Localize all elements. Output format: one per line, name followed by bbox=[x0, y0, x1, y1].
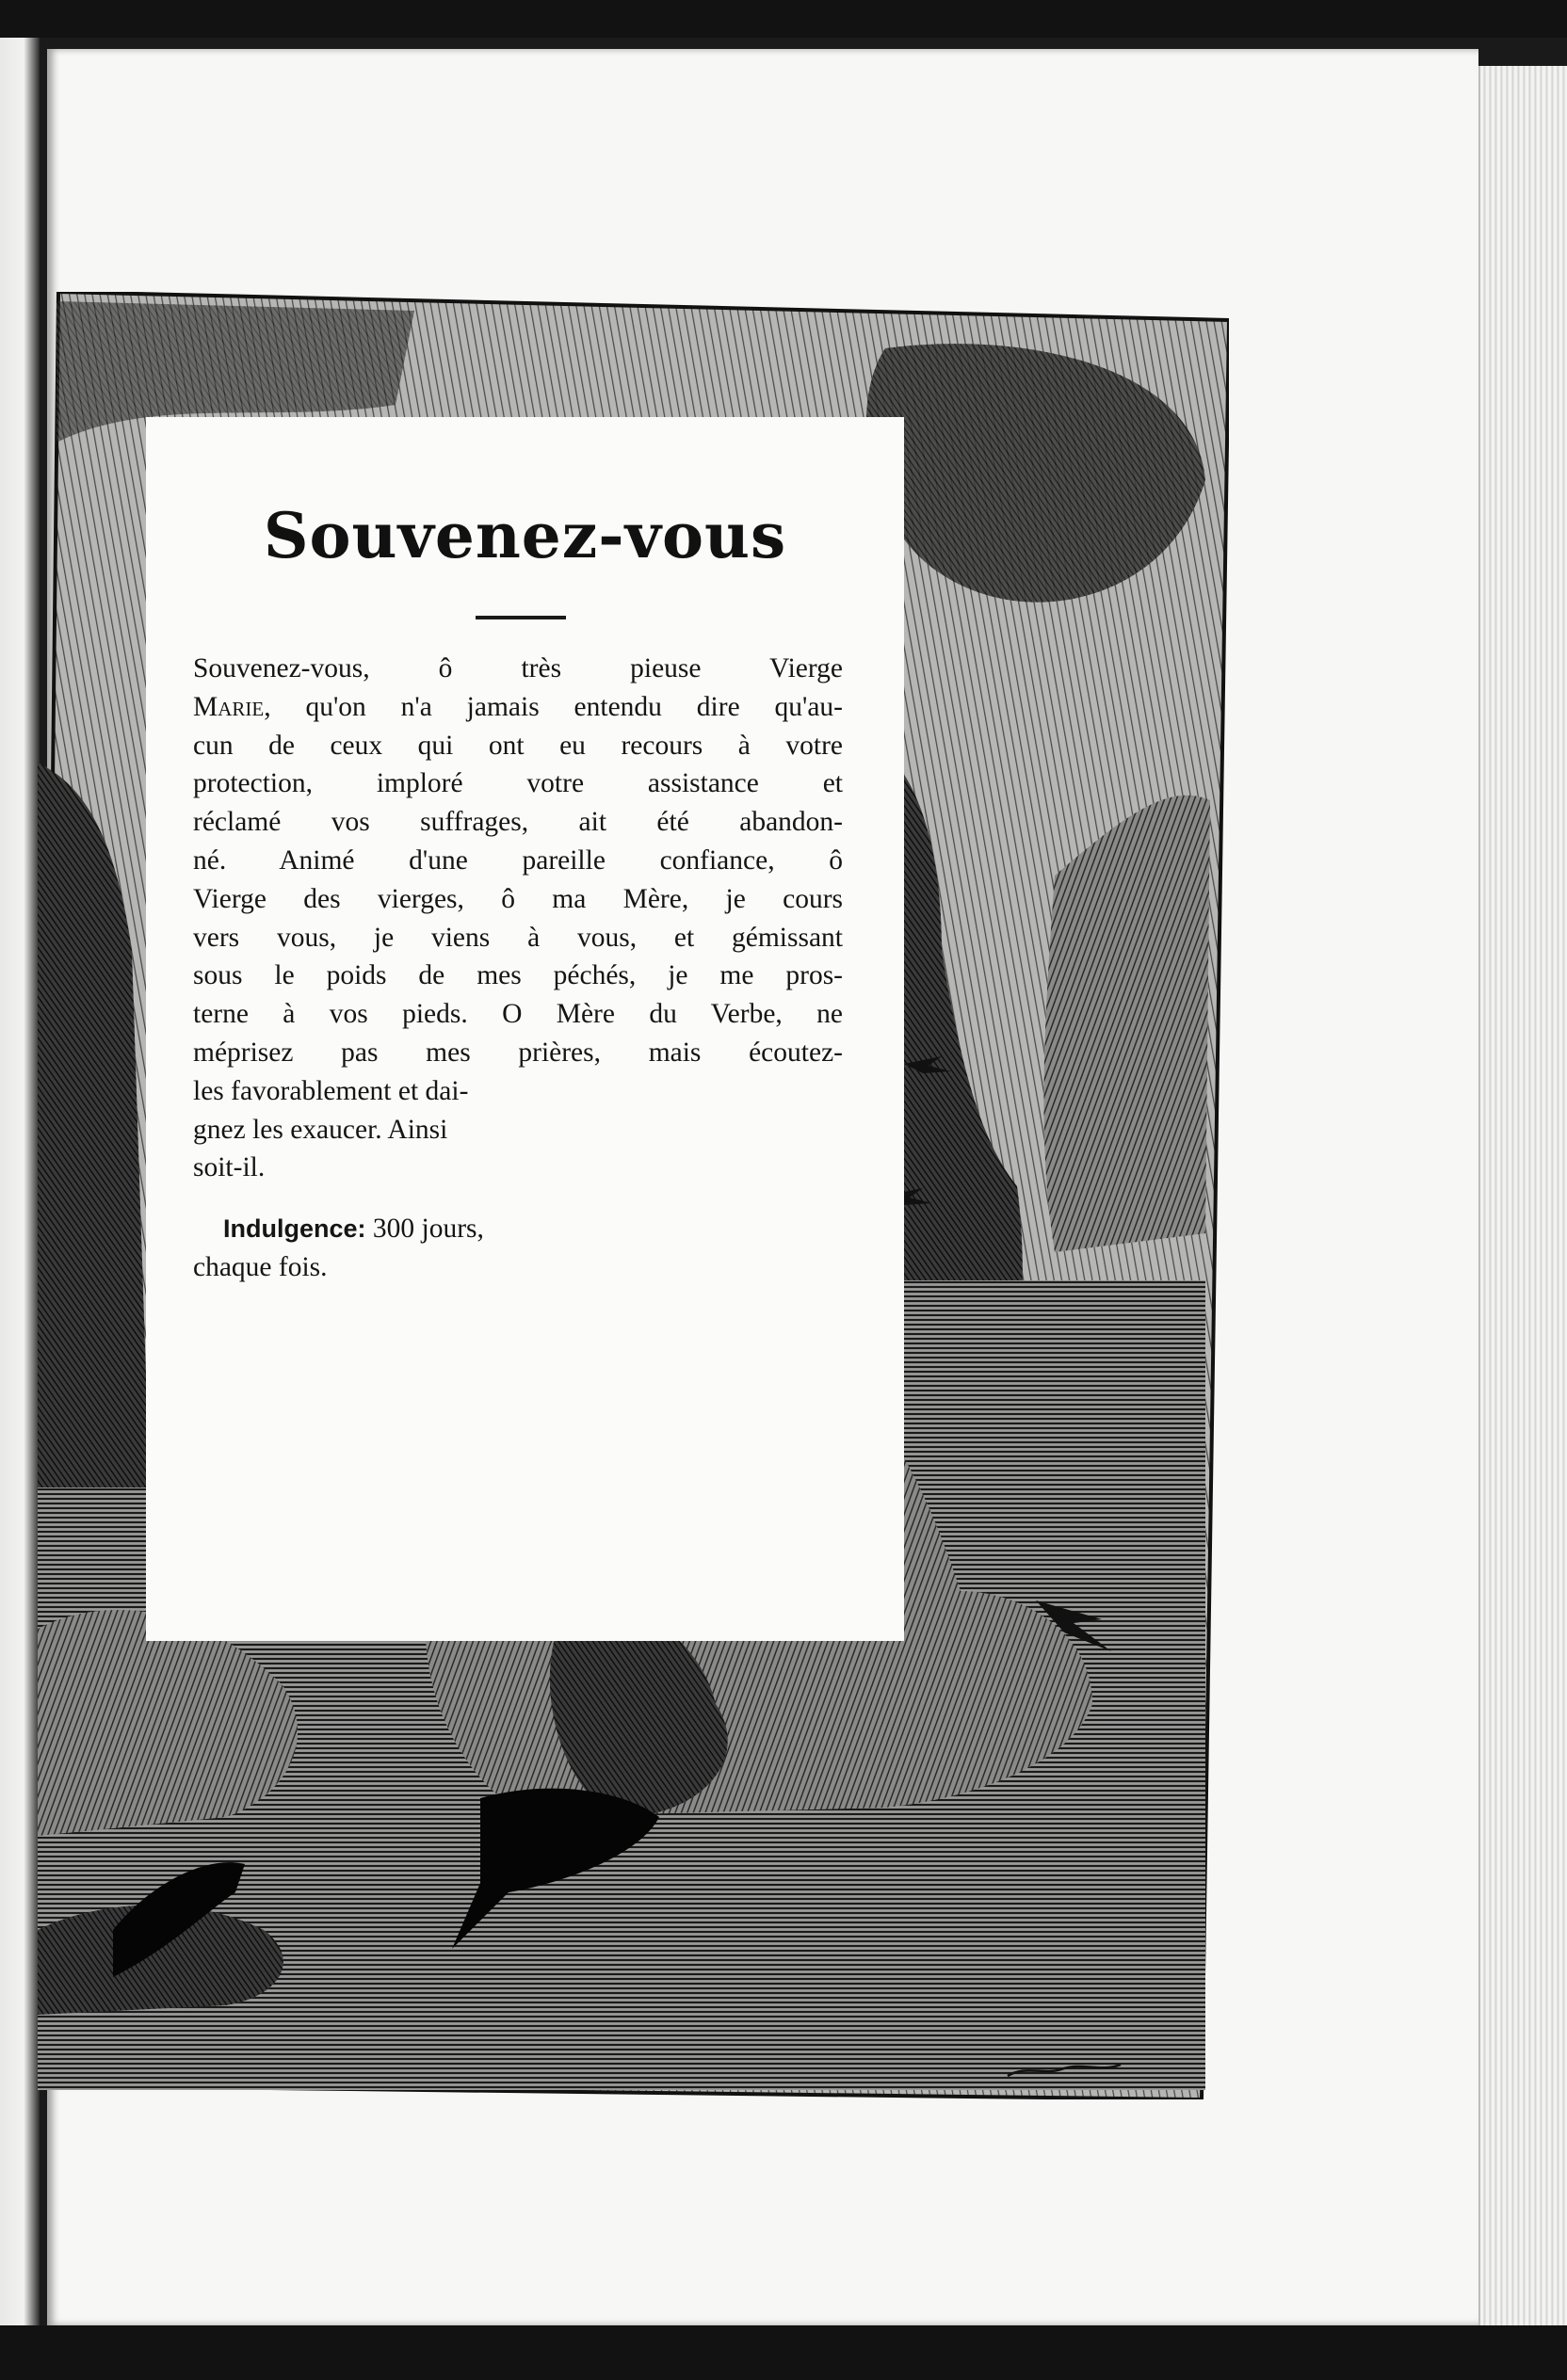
indulgence-line-1 bbox=[193, 1210, 589, 1248]
prayer-line-8: vers vous, je viens à vous, et gémissant bbox=[193, 922, 843, 953]
prayer-line-13: gnez les exaucer. Ainsi bbox=[193, 1114, 448, 1145]
prayer-line-14: soit-il. bbox=[193, 1152, 266, 1183]
prayer-line-7: Vierge des vierges, ô ma Mère, je cours bbox=[193, 883, 843, 914]
scanner-top-band bbox=[0, 0, 1567, 38]
prayer-name: Marie, bbox=[193, 691, 271, 722]
indulgence-label: Indulgence: bbox=[223, 1214, 366, 1243]
left-page-edge bbox=[0, 38, 40, 2325]
prayer-line-11: méprisez pas mes prières, mais écoutez- bbox=[193, 1037, 843, 1068]
prayer-line-6: né. Animé d'une pareille confiance, ô bbox=[193, 844, 843, 876]
prayer-line-4: protection, imploré votre assistance et bbox=[193, 768, 843, 799]
prayer-text bbox=[193, 650, 843, 1187]
prayer-line-10: terne à vos pieds. O Mère du Verbe, ne bbox=[193, 999, 843, 1030]
prayer-line-12: les favorablement et dai- bbox=[193, 1075, 469, 1106]
prayer-line-9: sous le poids de mes péchés, je me pros- bbox=[193, 960, 843, 991]
indulgence-note bbox=[193, 1210, 589, 1287]
indulgence-line-2: chaque fois. bbox=[193, 1251, 328, 1282]
prayer-line-5: réclamé vos suffrages, ait été abandon- bbox=[193, 807, 843, 838]
prayer-line-3: cun de ceux qui ont eu recours à votre bbox=[193, 730, 843, 761]
title-divider bbox=[476, 616, 566, 619]
prayer-line-2 bbox=[193, 688, 843, 727]
prayer-line-2-text: qu'on n'a jamais entendu dire qu'au- bbox=[305, 691, 844, 722]
page-stack-edge bbox=[1478, 66, 1567, 2325]
indulgence-days: 300 jours, bbox=[372, 1214, 484, 1244]
prayer-line-1: Souvenez-vous, ô très pieuse Vierge bbox=[193, 653, 843, 683]
scanner-bottom-band bbox=[0, 2325, 1567, 2380]
page-title: Souvenez-vous bbox=[263, 499, 787, 572]
